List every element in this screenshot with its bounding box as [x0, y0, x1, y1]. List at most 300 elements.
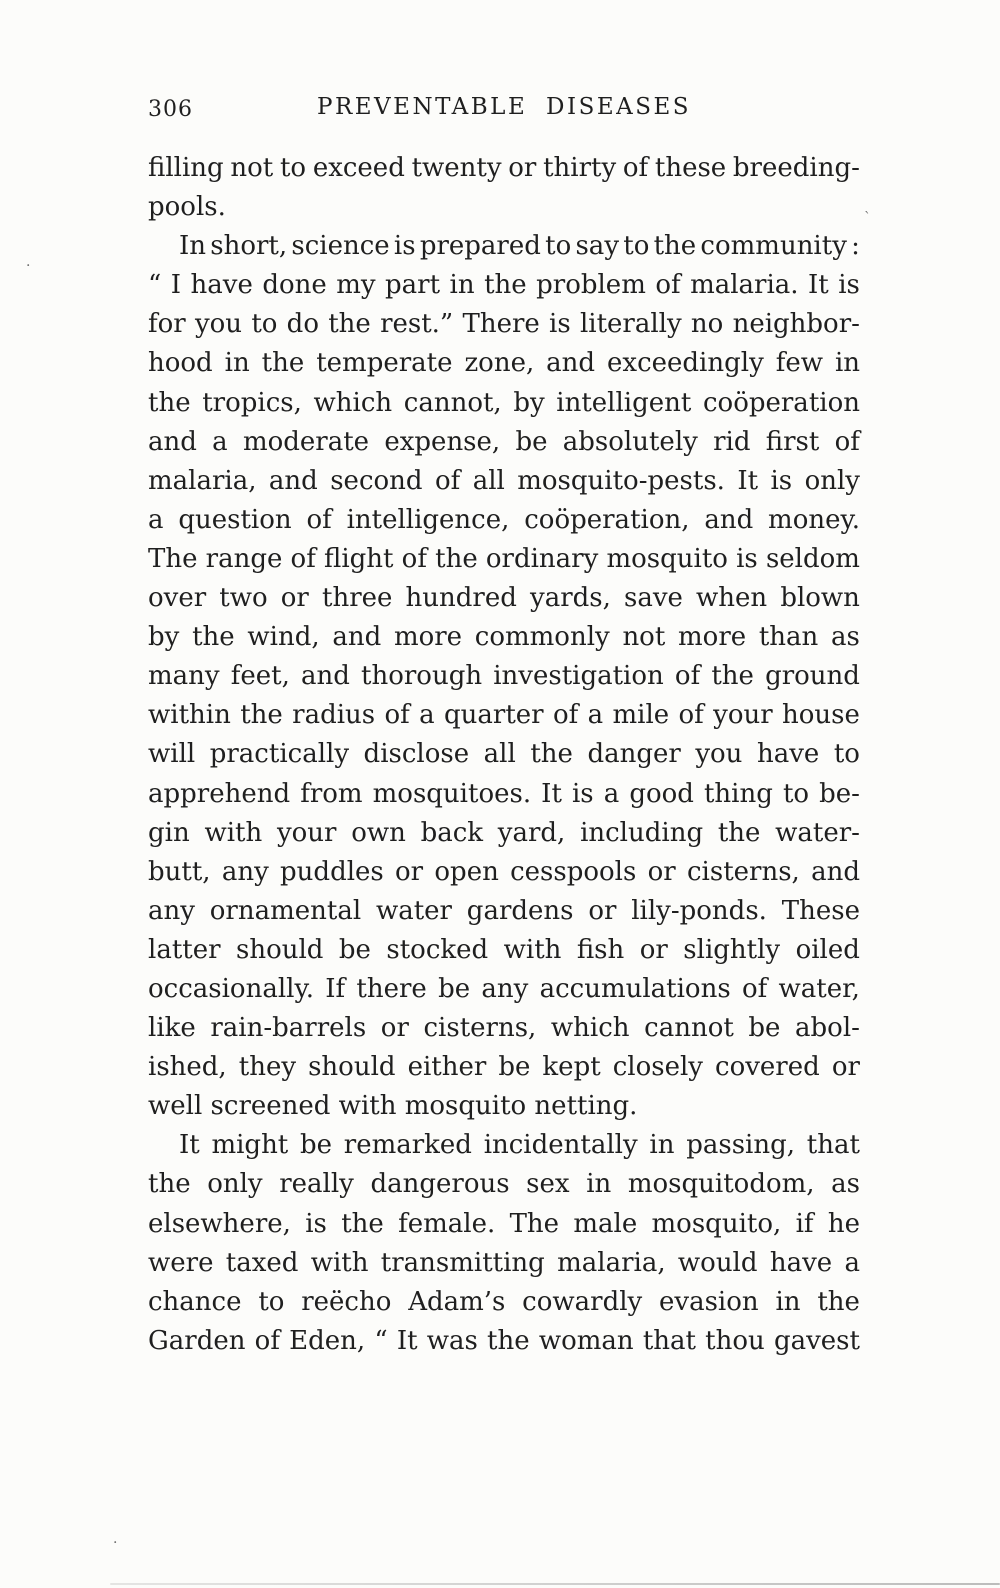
word: woman	[538, 1325, 634, 1356]
word: the	[487, 1325, 530, 1356]
word: gardens	[466, 895, 574, 926]
word: any	[148, 895, 195, 926]
word: of	[384, 700, 410, 731]
word: two	[219, 583, 268, 614]
word: seldom	[765, 543, 860, 574]
word: in	[834, 348, 860, 379]
text-line	[148, 427, 860, 466]
word: female.	[398, 1208, 496, 1239]
word: kept	[542, 1052, 601, 1083]
word: all	[483, 739, 516, 770]
word: be	[515, 426, 548, 457]
word: prepared	[419, 231, 541, 262]
word: a	[419, 700, 435, 731]
word: gavest	[773, 1325, 860, 1356]
word: of	[655, 270, 681, 301]
word: elsewhere,	[148, 1208, 291, 1239]
word: the	[328, 309, 371, 340]
word: science	[291, 231, 390, 262]
word: literally	[579, 309, 682, 340]
word: part	[385, 270, 441, 301]
word: neighbor-	[732, 309, 860, 340]
word: ished,	[148, 1052, 227, 1083]
text-line	[148, 622, 860, 661]
word: short,	[210, 231, 288, 262]
word: these	[654, 153, 727, 183]
word: closely	[612, 1052, 703, 1083]
word: like	[148, 1013, 196, 1044]
text-line	[148, 779, 860, 818]
word: be	[748, 1013, 781, 1044]
text-line	[148, 1052, 860, 1091]
word: rain-barrels	[210, 1013, 367, 1044]
word: incidentally	[483, 1130, 638, 1161]
word: no	[690, 309, 724, 340]
word: the	[435, 543, 478, 574]
word: rid	[713, 426, 751, 457]
word: of	[254, 1325, 280, 1356]
word: thorough	[361, 661, 483, 692]
word: feet,	[230, 661, 290, 692]
word: many	[148, 661, 220, 692]
word: was	[426, 1325, 478, 1356]
word: in	[649, 1130, 675, 1161]
word: It	[808, 270, 829, 301]
word: exceed	[312, 153, 405, 183]
word: that	[806, 1130, 860, 1161]
word: there	[356, 973, 427, 1004]
word: ornamental	[209, 895, 362, 926]
word: It	[396, 1325, 418, 1356]
word: commonly	[474, 622, 610, 653]
word: malaria,	[148, 465, 257, 496]
word: reëcho	[301, 1286, 392, 1317]
word: open	[434, 856, 499, 887]
word: including	[580, 817, 704, 848]
word: coöperation,	[524, 504, 690, 535]
word: really	[279, 1169, 354, 1200]
text-line	[148, 974, 860, 1013]
text-line: well screened with mosquito netting.	[148, 1091, 638, 1122]
text-line: pools.	[148, 192, 226, 223]
word: taxed	[225, 1247, 299, 1278]
word: water,	[778, 973, 860, 1004]
word: It	[541, 778, 562, 809]
word: in	[586, 1169, 612, 1200]
word: with	[204, 817, 263, 848]
word: or	[508, 153, 537, 183]
word: breeding-	[732, 153, 860, 183]
word: own	[351, 817, 406, 848]
word: over	[148, 583, 207, 614]
text-line	[148, 1169, 860, 1208]
word: thing	[703, 778, 773, 809]
text-line	[148, 857, 860, 896]
word: oiled	[795, 934, 860, 965]
word: expense,	[384, 426, 501, 457]
word: investigation	[493, 661, 664, 692]
word: wind,	[247, 622, 320, 653]
word: malaria.	[690, 270, 799, 301]
word: the	[341, 1208, 384, 1239]
word: to	[251, 309, 278, 340]
word: temperate	[316, 348, 453, 379]
word: that	[642, 1325, 696, 1356]
word: the	[240, 700, 283, 731]
word: you	[194, 309, 243, 340]
text-line	[148, 466, 860, 505]
word: It	[179, 1130, 200, 1161]
word: and	[704, 504, 754, 535]
word: by	[513, 387, 545, 418]
word: flight	[324, 543, 394, 574]
word: to	[782, 778, 810, 809]
word: as	[831, 622, 860, 653]
text-line	[148, 348, 860, 387]
word: It	[737, 465, 759, 496]
text-line	[148, 1326, 860, 1365]
word: range	[205, 543, 283, 574]
word: is	[305, 1208, 327, 1239]
word: of	[834, 426, 860, 457]
word: quarter	[444, 700, 544, 731]
scan-speck: `	[864, 210, 871, 226]
word: zone,	[464, 348, 535, 379]
word: from	[300, 778, 363, 809]
word: the	[484, 270, 527, 301]
text-line	[148, 896, 860, 935]
word: If	[325, 973, 346, 1004]
word: will	[148, 739, 196, 770]
word: of	[552, 700, 579, 731]
word: to	[833, 739, 860, 770]
word: say	[575, 231, 620, 262]
word: disclose	[363, 739, 470, 770]
word: practically	[209, 739, 350, 770]
word: of	[401, 543, 427, 574]
word: Eden,	[289, 1325, 366, 1356]
word: if	[795, 1208, 814, 1239]
word: ground	[765, 661, 860, 692]
word: coöperation	[702, 387, 860, 418]
word: yards,	[530, 583, 611, 614]
word: and	[268, 465, 318, 496]
word: is	[736, 543, 758, 574]
word: a	[148, 504, 164, 535]
word: tropics,	[202, 387, 302, 418]
word: cannot,	[403, 387, 502, 418]
word: first	[765, 426, 820, 457]
word: the	[148, 387, 191, 418]
scan-speck: ·	[113, 1535, 118, 1551]
word: and	[546, 348, 596, 379]
page-number: 306	[148, 97, 193, 122]
word: cannot	[644, 1013, 734, 1044]
word: few	[775, 348, 823, 379]
word: moderate	[242, 426, 370, 457]
text-line	[148, 270, 860, 309]
text-line	[148, 1248, 860, 1287]
word: question	[178, 504, 292, 535]
word: either	[407, 1052, 487, 1083]
text-line	[148, 544, 860, 583]
word: your	[713, 700, 773, 731]
word: they	[238, 1052, 297, 1083]
word: the	[717, 817, 761, 848]
word: with	[310, 1247, 369, 1278]
word: be	[300, 1130, 333, 1161]
word: :	[851, 231, 860, 262]
word: The	[509, 1208, 560, 1239]
word: or	[639, 934, 668, 965]
word: problem	[536, 270, 646, 301]
word: thou	[705, 1325, 765, 1356]
word: with	[503, 934, 562, 965]
word: hood	[148, 348, 213, 379]
word: occasionally.	[148, 973, 314, 1004]
word: to	[623, 231, 650, 262]
scan-edge-artifact	[110, 1583, 1000, 1585]
word: intelligent	[556, 387, 692, 418]
word: house	[782, 700, 860, 731]
word: good	[629, 778, 694, 809]
text-line	[148, 309, 860, 348]
word: mile	[612, 700, 670, 731]
word: more	[678, 622, 747, 653]
word: rest.”	[380, 309, 454, 340]
text-line	[148, 661, 860, 700]
word: the	[148, 1169, 191, 1200]
page-header	[148, 94, 860, 128]
word: apprehend	[148, 778, 291, 809]
word: twenty	[411, 153, 502, 183]
word: for	[148, 309, 186, 340]
word: mosquitodom,	[627, 1169, 815, 1200]
word: There	[462, 309, 540, 340]
word: remarked	[343, 1130, 472, 1161]
word: lily-ponds.	[631, 895, 767, 926]
word: to	[545, 231, 572, 262]
word: These	[781, 895, 860, 926]
word: second	[330, 465, 423, 496]
word: and	[811, 856, 860, 887]
word: all	[472, 465, 505, 496]
word: the	[192, 622, 235, 653]
word: fish	[576, 934, 625, 965]
word: money.	[768, 504, 860, 535]
word: slightly	[683, 934, 781, 965]
word: in	[775, 1286, 801, 1317]
word: by	[148, 622, 180, 653]
word: my	[336, 270, 376, 301]
word: which	[550, 1013, 630, 1044]
word: evasion	[659, 1286, 759, 1317]
word: more	[393, 622, 463, 653]
word: any	[481, 973, 529, 1004]
text-line	[148, 739, 860, 778]
word: not	[622, 622, 666, 653]
word: cesspools	[510, 856, 637, 887]
word: would	[677, 1247, 758, 1278]
word: abol-	[795, 1013, 860, 1044]
word: thirty	[543, 153, 617, 183]
text-line	[148, 1209, 860, 1248]
scan-speck: ·	[26, 258, 31, 274]
word: the	[711, 661, 754, 692]
text-line	[148, 1130, 860, 1169]
word: hundred	[405, 583, 517, 614]
word: or	[588, 895, 617, 926]
text-line	[148, 1013, 860, 1052]
word: or	[280, 583, 309, 614]
word: a	[603, 778, 620, 809]
word: as	[831, 1169, 860, 1200]
word: should	[235, 934, 324, 965]
word: “	[148, 270, 162, 301]
word: of	[290, 543, 316, 574]
word: ordinary	[485, 543, 599, 574]
word: have	[756, 739, 820, 770]
word: gin	[148, 817, 190, 848]
word: is	[838, 270, 860, 301]
word: or	[380, 1013, 409, 1044]
word: only	[804, 465, 860, 496]
word: not	[230, 153, 274, 183]
word: is	[571, 778, 594, 809]
word: done	[262, 270, 327, 301]
word: any	[221, 856, 269, 887]
word: male	[573, 1208, 638, 1239]
word: radius	[292, 700, 376, 731]
word: blown	[780, 583, 860, 614]
word: water-	[775, 817, 860, 848]
text-line	[148, 1287, 860, 1326]
word: than	[758, 622, 819, 653]
word: were	[148, 1247, 214, 1278]
word: do	[286, 309, 319, 340]
text-line	[148, 583, 860, 622]
word: only	[207, 1169, 263, 1200]
word: stocked	[386, 934, 489, 965]
word: malaria,	[557, 1247, 666, 1278]
word: be	[498, 1052, 531, 1083]
text-block	[148, 153, 860, 1365]
word: passing,	[686, 1130, 796, 1161]
text-line	[148, 505, 860, 544]
word: have	[769, 1247, 833, 1278]
word: cowardly	[522, 1286, 643, 1317]
word: butt,	[148, 856, 211, 887]
text-line	[148, 153, 860, 192]
word: transmitting	[380, 1247, 545, 1278]
word: In	[179, 231, 207, 262]
word: mosquitoes.	[372, 778, 532, 809]
word: of	[622, 153, 649, 183]
word: mosquito	[606, 543, 728, 574]
word: the	[817, 1286, 860, 1317]
word: in	[449, 270, 475, 301]
word: a	[844, 1247, 860, 1278]
word: the	[261, 348, 305, 379]
word: of	[434, 465, 461, 496]
word: be	[338, 934, 371, 965]
word: be-	[819, 778, 860, 809]
word: or	[647, 856, 676, 887]
word: should	[308, 1052, 396, 1083]
word: yard,	[497, 817, 566, 848]
word: Garden	[148, 1325, 246, 1356]
word: filling	[148, 153, 224, 183]
word: intelligence,	[346, 504, 510, 535]
word: you	[695, 739, 743, 770]
word: puddles	[280, 856, 384, 887]
word: in	[224, 348, 250, 379]
word: your	[276, 817, 337, 848]
word: Adam’s	[408, 1286, 506, 1317]
word: chance	[148, 1286, 242, 1317]
word: mosquito,	[651, 1208, 782, 1239]
word: dangerous	[370, 1169, 510, 1200]
word: covered	[715, 1052, 820, 1083]
text-line	[148, 231, 860, 270]
word: is	[549, 309, 571, 340]
text-line	[148, 388, 860, 427]
running-title: PREVENTABLE DISEASES	[316, 94, 692, 120]
word: sex	[526, 1169, 570, 1200]
word: might	[211, 1130, 289, 1161]
word: and	[300, 661, 350, 692]
word: to	[279, 153, 307, 183]
word: The	[148, 543, 198, 574]
word: the	[653, 231, 697, 262]
word: accumulations	[539, 973, 731, 1004]
word: a	[212, 426, 228, 457]
word: latter	[148, 934, 221, 965]
word: when	[696, 583, 768, 614]
word: save	[624, 583, 683, 614]
word: he	[827, 1208, 860, 1239]
word: cisterns,	[686, 856, 800, 887]
word: is	[393, 231, 416, 262]
word: a	[587, 700, 604, 731]
word: water	[375, 895, 452, 926]
word: have	[190, 270, 253, 301]
word: be	[438, 973, 471, 1004]
word: exceedingly	[607, 348, 764, 379]
word: community	[700, 231, 847, 262]
word: is	[770, 465, 793, 496]
text-line	[148, 935, 860, 974]
word: and	[148, 426, 197, 457]
word: of	[674, 661, 701, 692]
text-line	[148, 700, 860, 739]
word: which	[313, 387, 393, 418]
word: of	[306, 504, 332, 535]
word: mosquito-pests.	[517, 465, 725, 496]
word: of	[678, 700, 704, 731]
word: or	[395, 856, 424, 887]
word: and	[332, 622, 382, 653]
word: of	[741, 973, 768, 1004]
word: three	[322, 583, 393, 614]
word: or	[831, 1052, 860, 1083]
word: back	[420, 817, 484, 848]
word: absolutely	[562, 426, 698, 457]
word: cisterns,	[423, 1013, 537, 1044]
word: danger	[587, 739, 681, 770]
text-line	[148, 818, 860, 857]
word: within	[148, 700, 231, 731]
